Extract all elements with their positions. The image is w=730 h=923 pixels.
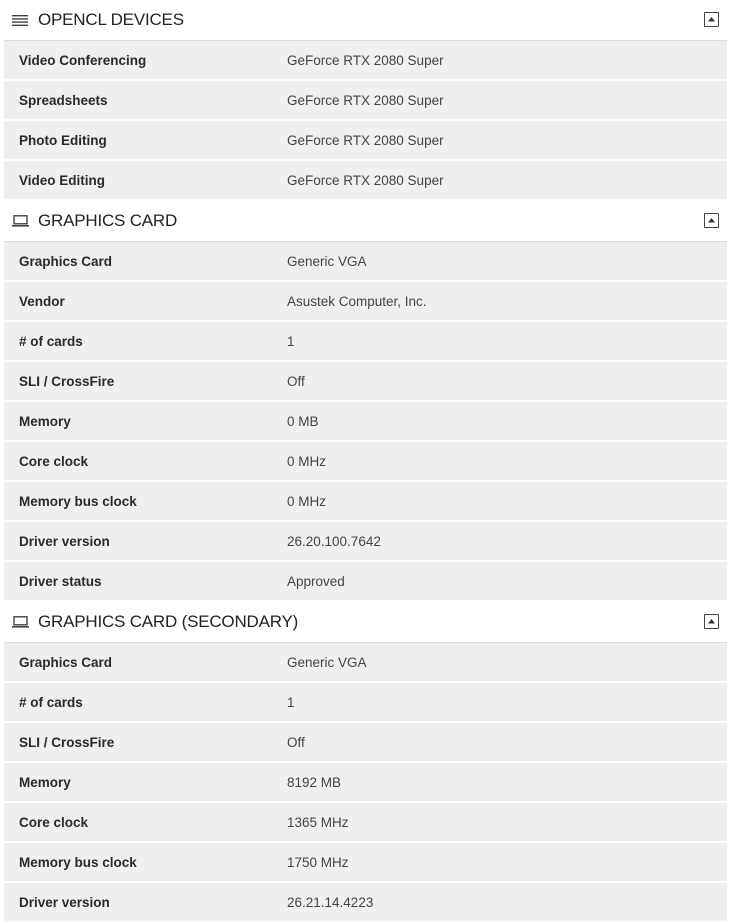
row-value: 1 bbox=[287, 333, 295, 349]
row-value: GeForce RTX 2080 Super bbox=[287, 52, 444, 68]
list-icon bbox=[11, 13, 29, 27]
row-label: Memory bbox=[19, 413, 71, 429]
table-row bbox=[4, 482, 727, 522]
section-title: OPENCL DEVICES bbox=[38, 10, 184, 29]
row-value: 0 MHz bbox=[287, 453, 327, 469]
row-label: Memory bbox=[19, 774, 71, 790]
collapse-up-icon bbox=[707, 15, 716, 24]
row-value: GeForce RTX 2080 Super bbox=[287, 132, 444, 148]
row-value: 26.21.14.4223 bbox=[287, 894, 374, 910]
row-label: # of cards bbox=[19, 333, 83, 349]
table-row bbox=[4, 282, 727, 322]
row-label: Video Editing bbox=[19, 172, 106, 188]
row-label: Memory bus clock bbox=[19, 493, 137, 509]
row-value: 0 MHz bbox=[287, 493, 327, 509]
row-value: 26.20.100.7642 bbox=[287, 533, 381, 549]
collapse-button[interactable] bbox=[704, 213, 719, 228]
row-value: Generic VGA bbox=[287, 253, 367, 269]
collapse-up-icon bbox=[707, 216, 716, 225]
section-opencl-devices bbox=[4, 0, 727, 201]
section-title: GRAPHICS CARD (SECONDARY) bbox=[38, 612, 299, 631]
laptop-icon bbox=[11, 615, 29, 629]
table-row bbox=[4, 723, 727, 763]
row-label: Driver status bbox=[19, 573, 102, 589]
row-label: # of cards bbox=[19, 694, 83, 710]
row-value: GeForce RTX 2080 Super bbox=[287, 92, 444, 108]
table-row bbox=[4, 41, 727, 81]
table-row bbox=[4, 803, 727, 843]
row-label: Graphics Card bbox=[19, 654, 113, 670]
table-row bbox=[4, 763, 727, 803]
row-value: GeForce RTX 2080 Super bbox=[287, 172, 444, 188]
table-row bbox=[4, 362, 727, 402]
table-row bbox=[4, 562, 727, 602]
collapse-button[interactable] bbox=[704, 12, 719, 27]
row-label: Memory bus clock bbox=[19, 854, 137, 870]
row-label: Video Conferencing bbox=[19, 52, 147, 68]
collapse-button[interactable] bbox=[704, 614, 719, 629]
laptop-icon bbox=[11, 214, 29, 228]
table-row bbox=[4, 242, 727, 282]
row-label: Photo Editing bbox=[19, 132, 107, 148]
row-label: Core clock bbox=[19, 453, 89, 469]
row-value: 0 MB bbox=[287, 413, 319, 429]
table-row bbox=[4, 322, 727, 362]
row-label: Spreadsheets bbox=[19, 92, 108, 108]
table-row bbox=[4, 81, 727, 121]
section-header bbox=[4, 0, 727, 41]
row-value: 1 bbox=[287, 694, 295, 710]
row-value: Off bbox=[287, 373, 305, 389]
row-label: Graphics Card bbox=[19, 253, 113, 269]
row-label: SLI / CrossFire bbox=[19, 734, 115, 750]
row-value: Approved bbox=[287, 573, 345, 589]
section-title: GRAPHICS CARD bbox=[38, 211, 178, 230]
section-graphics-card bbox=[4, 201, 727, 602]
row-label: Driver version bbox=[19, 894, 110, 910]
section-header bbox=[4, 602, 727, 643]
table-row bbox=[4, 522, 727, 562]
section-header bbox=[4, 201, 727, 242]
table-row bbox=[4, 402, 727, 442]
row-value: 1365 MHz bbox=[287, 814, 349, 830]
row-value: 8192 MB bbox=[287, 774, 342, 790]
table-row bbox=[4, 683, 727, 723]
row-label: Core clock bbox=[19, 814, 89, 830]
collapse-up-icon bbox=[707, 617, 716, 626]
row-label: Driver version bbox=[19, 533, 110, 549]
row-value: Generic VGA bbox=[287, 654, 367, 670]
table-row bbox=[4, 643, 727, 683]
table-row bbox=[4, 161, 727, 201]
section-graphics-card-secondary bbox=[4, 602, 727, 923]
row-label: Vendor bbox=[19, 293, 65, 309]
row-value: 1750 MHz bbox=[287, 854, 349, 870]
table-row bbox=[4, 843, 727, 883]
table-row bbox=[4, 442, 727, 482]
row-value: Off bbox=[287, 734, 305, 750]
row-label: SLI / CrossFire bbox=[19, 373, 115, 389]
table-row bbox=[4, 121, 727, 161]
row-value: Asustek Computer, Inc. bbox=[287, 293, 427, 309]
table-row bbox=[4, 883, 727, 923]
